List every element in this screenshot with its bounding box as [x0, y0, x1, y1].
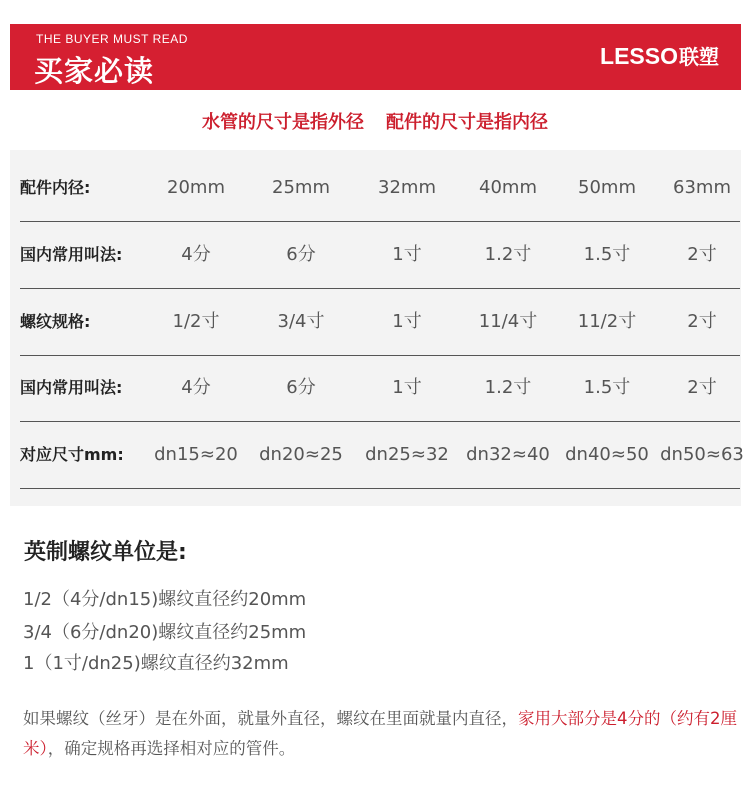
table-cell: 63mm — [673, 177, 731, 198]
banner-title-zh: 买家必读 — [34, 54, 155, 88]
size-table — [10, 150, 744, 506]
table-cell: 25mm — [272, 177, 330, 198]
table-cell: 4分 — [181, 377, 211, 398]
note-highlight: 家用大部分是4分的（约有2厘米） — [23, 709, 737, 758]
row-label: 螺纹规格: — [20, 312, 91, 331]
table-row — [20, 222, 740, 289]
table-cell: 32mm — [378, 177, 436, 198]
table-cell: dn20≈25 — [259, 444, 343, 465]
table-cell: 20mm — [167, 177, 225, 198]
table-cell: dn40≈50 — [565, 444, 649, 465]
row-label: 国内常用叫法: — [20, 378, 123, 397]
size-note-subtitle — [0, 108, 750, 134]
table-row — [20, 289, 740, 356]
row-label: 配件内径: — [20, 178, 91, 197]
table-cell: 11/4寸 — [478, 311, 538, 332]
row-label: 国内常用叫法: — [20, 245, 123, 264]
table-row — [20, 155, 740, 222]
table-cell: 1.5寸 — [583, 244, 631, 265]
logo-text-zh: 联塑 — [679, 47, 719, 69]
imperial-line: 3/4（6分/dn20)螺纹直径约25mm — [23, 622, 307, 643]
table-cell: 1寸 — [392, 377, 422, 398]
header-banner — [10, 24, 741, 90]
table-cell: 50mm — [578, 177, 636, 198]
table-cell: 6分 — [286, 244, 316, 265]
table-cell: 1.2寸 — [484, 244, 532, 265]
table-cell: 1/2寸 — [172, 311, 220, 332]
table-cell: 2寸 — [687, 377, 717, 398]
imperial-line: 1（1寸/dn25)螺纹直径约32mm — [23, 653, 289, 674]
table-cell: dn15≈20 — [154, 444, 238, 465]
table-cell: dn25≈32 — [365, 444, 449, 465]
imperial-thread-title: 英制螺纹单位是: — [24, 540, 187, 565]
banner-title-en: THE BUYER MUST READ — [36, 32, 188, 46]
table-cell: 6分 — [286, 377, 316, 398]
note-text: 如果螺纹（丝牙）是在外面，就量外直径，螺纹在里面就量内直径， — [23, 709, 518, 728]
note-text-end: ，确定规格再选择相对应的管件。 — [47, 739, 296, 758]
table-cell: dn50≈63 — [660, 444, 744, 465]
imperial-line: 1/2（4分/dn15)螺纹直径约20mm — [23, 589, 307, 610]
table-cell: 11/2寸 — [577, 311, 637, 332]
table-cell: 1寸 — [392, 311, 422, 332]
subtitle-pipe: 水管的尺寸是指外径 — [202, 112, 364, 133]
table-cell: 1.2寸 — [484, 377, 532, 398]
subtitle-fitting: 配件的尺寸是指内径 — [386, 112, 548, 133]
table-cell: 2寸 — [687, 311, 717, 332]
table-cell: 1寸 — [392, 244, 422, 265]
table-cell: 4分 — [181, 244, 211, 265]
table-row — [20, 422, 744, 489]
brand-logo — [600, 41, 719, 70]
logo-text-en: LESSO — [600, 43, 678, 69]
row-label: 对应尺寸mm: — [20, 445, 124, 464]
measure-note — [23, 704, 743, 764]
table-cell: 3/4寸 — [277, 311, 325, 332]
table-cell: dn32≈40 — [466, 444, 550, 465]
table-cell: 1.5寸 — [583, 377, 631, 398]
table-cell: 40mm — [479, 177, 537, 198]
table-row — [20, 355, 740, 422]
table-cell: 2寸 — [687, 244, 717, 265]
